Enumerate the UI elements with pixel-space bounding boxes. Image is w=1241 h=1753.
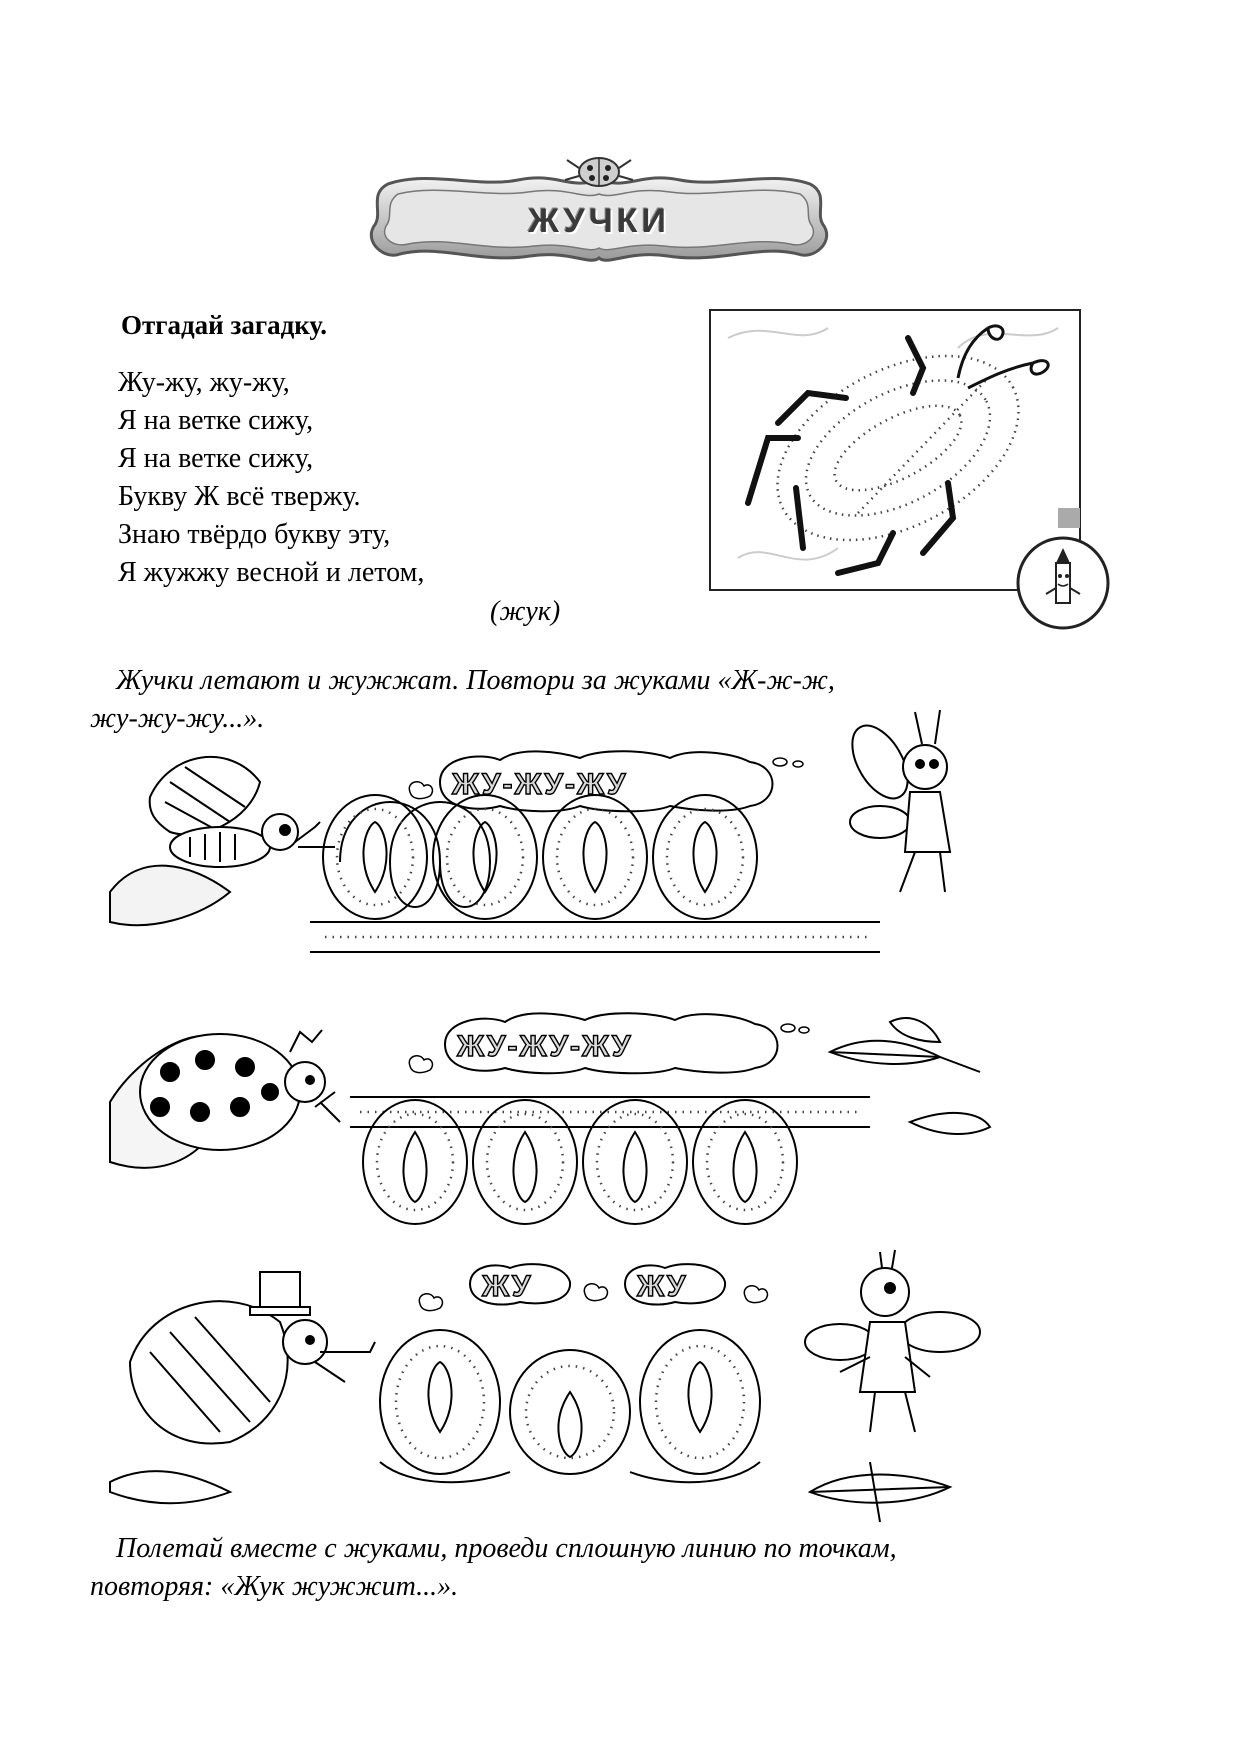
- instruction-line: жу-жу-жу...».: [90, 703, 265, 734]
- leaves-right: [830, 1018, 990, 1134]
- instruction-line: Полетай вместе с жуками, проведи сплошную линию по точкам,: [116, 1533, 897, 1564]
- poem-line: Жу-жу, жу-жу,: [118, 367, 290, 398]
- speech-cloud: [409, 1013, 809, 1073]
- cloud-label: ЖУ: [637, 1270, 688, 1303]
- ladybug-left: [110, 1030, 340, 1168]
- beetle-with-hat-left: [110, 1272, 375, 1503]
- exercise-row-3: [110, 1262, 1090, 1530]
- poem-line: Я на ветке сижу,: [118, 443, 314, 474]
- poem-line: Букву Ж всё твержу.: [118, 481, 361, 512]
- poem-line: Я на ветке сижу,: [118, 405, 314, 436]
- cloud-label: ЖУ: [482, 1270, 533, 1303]
- speech-cloud: [409, 751, 803, 811]
- riddle-answer: (жук): [490, 596, 561, 627]
- instruction-repeat: [90, 662, 1130, 738]
- loop-tracing-path[interactable]: [310, 795, 880, 952]
- speech-clouds: [419, 1264, 767, 1311]
- flying-bug-right: [805, 1250, 980, 1522]
- poem-line: Я жужжу весной и летом,: [118, 557, 425, 588]
- cloud-label: ЖУ-ЖУ-ЖУ: [452, 768, 628, 801]
- title-banner: [368, 150, 830, 278]
- beetle-tracing-picture: [708, 308, 1118, 640]
- instruction-line: повторяя: «Жук жужжит...».: [90, 1571, 459, 1602]
- exercise-row-2: [110, 1012, 1090, 1262]
- page-title: ЖУЧКИ: [528, 202, 670, 240]
- loop-tracing-path[interactable]: [350, 1097, 870, 1224]
- flying-beetle-left: [110, 757, 335, 925]
- instruction-trace: [90, 1530, 1130, 1606]
- exercise-row-1: [110, 752, 1090, 1002]
- riddle-poem: [118, 364, 424, 592]
- loop-tracing-path[interactable]: [380, 1330, 760, 1482]
- riddle-heading: Отгадай загадку.: [121, 310, 327, 340]
- instruction-line: Жучки летают и жужжат. Повтори за жуками «Ж-ж-ж,: [116, 665, 835, 696]
- poem-line: Знаю твёрдо букву эту,: [118, 519, 391, 550]
- cloud-label: ЖУ-ЖУ-ЖУ: [457, 1030, 633, 1063]
